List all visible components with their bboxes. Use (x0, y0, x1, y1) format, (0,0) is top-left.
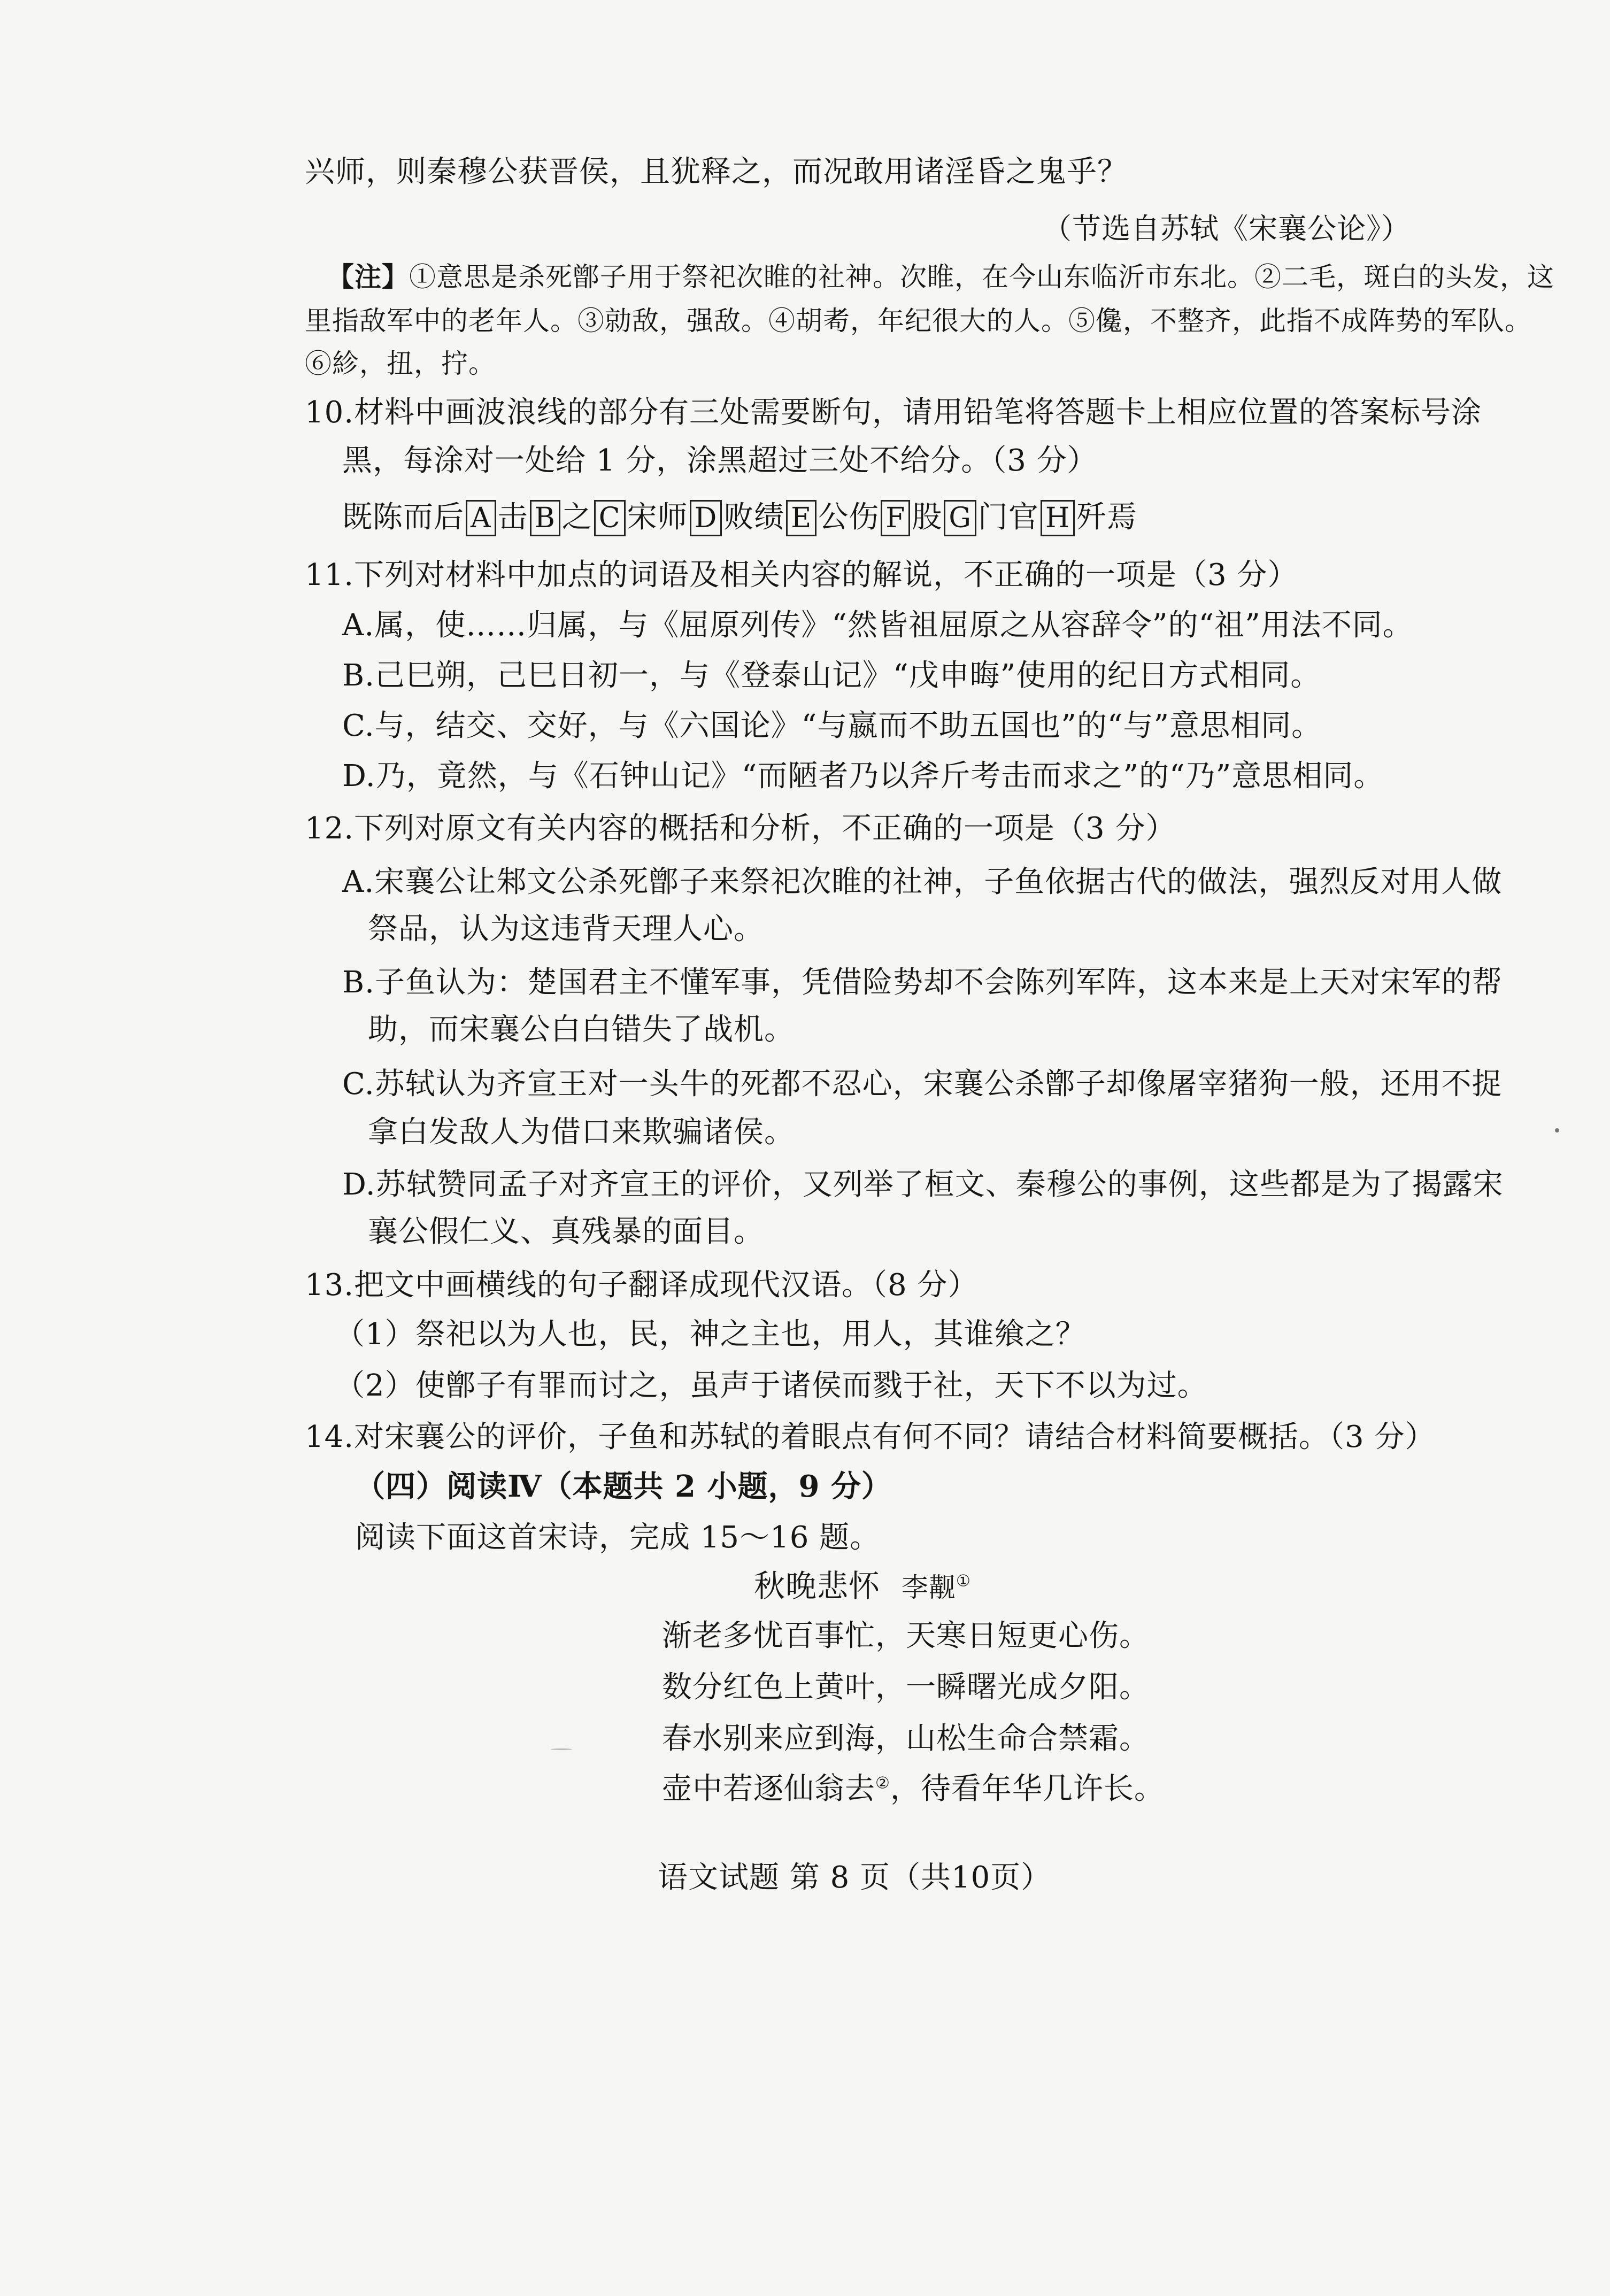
segment-text: 击 (497, 500, 528, 535)
segment-text: 之 (561, 500, 592, 535)
section-4-intro: 阅读下面这首宋诗，完成 15～16 题。 (355, 1520, 881, 1555)
poem-author: 李觏 (902, 1572, 957, 1603)
question-12-option-d-line-2: 襄公假仁义、真残暴的面目。 (368, 1214, 764, 1249)
segment-text: 歼焉 (1076, 500, 1138, 535)
poem-line-2: 数分红色上黄叶，一瞬曙光成夕阳。 (662, 1670, 1150, 1705)
question-12-option-b-line-1: B.子鱼认为：楚国君主不懂军事，凭借险势却不会陈列军阵，这本来是上天对宋军的帮 (342, 965, 1503, 1000)
note-line-1 (327, 256, 1554, 298)
question-11-stem: 11.下列对材料中加点的词语及相关内容的解说，不正确的一项是（3 分） (305, 558, 1298, 592)
poem-line-3: 春水别来应到海，山松生命合禁霜。 (662, 1721, 1150, 1756)
section-4-heading: （四）阅读Ⅳ（本题共 2 小题，9 分） (355, 1469, 892, 1504)
note-label: 【注】 (327, 261, 409, 292)
question-10-segments (342, 496, 1137, 539)
poem-title: 秋晚悲怀 (754, 1568, 881, 1604)
question-13-stem: 13.把文中画横线的句子翻译成现代汉语。（8 分） (305, 1268, 979, 1303)
segment-text: 门官 (977, 500, 1039, 535)
question-10-line-1: 10.材料中画波浪线的部分有三处需要断句，请用铅笔将答题卡上相应位置的答案标号涂 (305, 395, 1482, 430)
poem-title-line (754, 1565, 971, 1609)
break-box-h[interactable]: H (1041, 500, 1075, 536)
poem-note-mark: ② (875, 1774, 890, 1793)
break-box-a[interactable]: A (466, 500, 496, 536)
question-14-stem: 14.对宋襄公的评价，子鱼和苏轼的着眼点有何不同？请结合材料简要概括。（3 分） (305, 1420, 1436, 1454)
question-12-option-a-line-2: 祭品，认为这违背天理人心。 (368, 912, 764, 946)
question-12-option-a-line-1: A.宋襄公让邾文公杀死鄫子来祭祀次睢的社神，子鱼依据古代的做法，强烈反对用人做 (342, 865, 1503, 899)
poem-line-4 (662, 1768, 1165, 1810)
break-box-c[interactable]: C (594, 500, 626, 536)
question-11-option-b: B.己巳朔，己巳日初一，与《登泰山记》“戊申晦”使用的纪日方式相同。 (342, 658, 1321, 693)
note-text-1: ①意思是杀死鄫子用于祭祀次睢的社神。次睢，在今山东临沂市东北。②二毛，斑白的头发，这 (409, 261, 1554, 292)
passage-last-line: 兴师，则秦穆公获晋侯，且犹释之，而况敢用诸淫昏之鬼乎？ (305, 155, 1128, 189)
note-line-2: 里指敌军中的老年人。③勍敌，强敌。④胡耇，年纪很大的人。⑤儳，不整齐，此指不成阵势的军队。 (305, 305, 1532, 336)
question-11-option-d: D.乃，竟然，与《石钟山记》“而陋者乃以斧斤考击而求之”的“乃”意思相同。 (342, 759, 1384, 793)
question-13-sentence-2: （2）使鄫子有罪而讨之，虽声于诸侯而戮于社，天下不以为过。 (335, 1368, 1208, 1403)
question-12-option-d-line-1: D.苏轼赞同孟子对齐宣王的评价，又列举了桓文、秦穆公的事例，这些都是为了揭露宋 (342, 1167, 1504, 1202)
scan-mark (551, 1748, 572, 1750)
question-12-option-b-line-2: 助，而宋襄公白白错失了战机。 (368, 1012, 795, 1047)
author-note-mark: ① (956, 1571, 971, 1591)
page-footer: 语文试题 第 8 页（共10页） (658, 1860, 1052, 1895)
question-10-line-2: 黑，每涂对一处给 1 分，涂黑超过三处不给分。（3 分） (342, 443, 1098, 478)
question-13-sentence-1: （1）祭祀以为人也，民，神之主也，用人，其谁飨之？ (335, 1317, 1086, 1352)
question-12-option-c-line-2: 拿白发敌人为借口来欺骗诸侯。 (368, 1115, 795, 1150)
segment-text: 败绩 (723, 500, 785, 535)
break-box-f[interactable]: F (881, 500, 910, 536)
question-11-option-a: A.属，使……归属，与《屈原列传》“然皆祖屈原之从容辞令”的“祖”用法不同。 (342, 608, 1413, 643)
segment-text: 既陈而后 (342, 500, 464, 535)
question-12-stem: 12.下列对原文有关内容的概括和分析，不正确的一项是（3 分） (305, 811, 1176, 846)
question-11-option-c: C.与，结交、交好，与《六国论》“与嬴而不助五国也”的“与”意思相同。 (342, 708, 1322, 743)
segment-text: 宋师 (627, 500, 688, 535)
break-box-e[interactable]: E (786, 500, 816, 536)
note-line-3: ⑥紾，扭，拧。 (305, 348, 496, 379)
question-12-option-c-line-1: C.苏轼认为齐宣王对一头牛的死都不忍心，宋襄公杀鄫子却像屠宰猪狗一般，还用不捉 (342, 1067, 1503, 1101)
poem-line-4-part-1: 壶中若逐仙翁去 (662, 1771, 875, 1806)
scan-speck (1555, 1128, 1559, 1132)
segment-text: 公伤 (818, 500, 880, 535)
passage-source: （节选自苏轼《宋襄公论》） (1043, 212, 1411, 245)
poem-line-1: 渐老多忧百事忙，天寒日短更心伤。 (662, 1619, 1150, 1653)
poem-line-4-part-2: ，待看年华几许长。 (890, 1771, 1165, 1806)
break-box-d[interactable]: D (690, 500, 722, 536)
break-box-g[interactable]: G (944, 500, 976, 536)
break-box-b[interactable]: B (530, 500, 560, 536)
segment-text: 股 (912, 500, 943, 535)
